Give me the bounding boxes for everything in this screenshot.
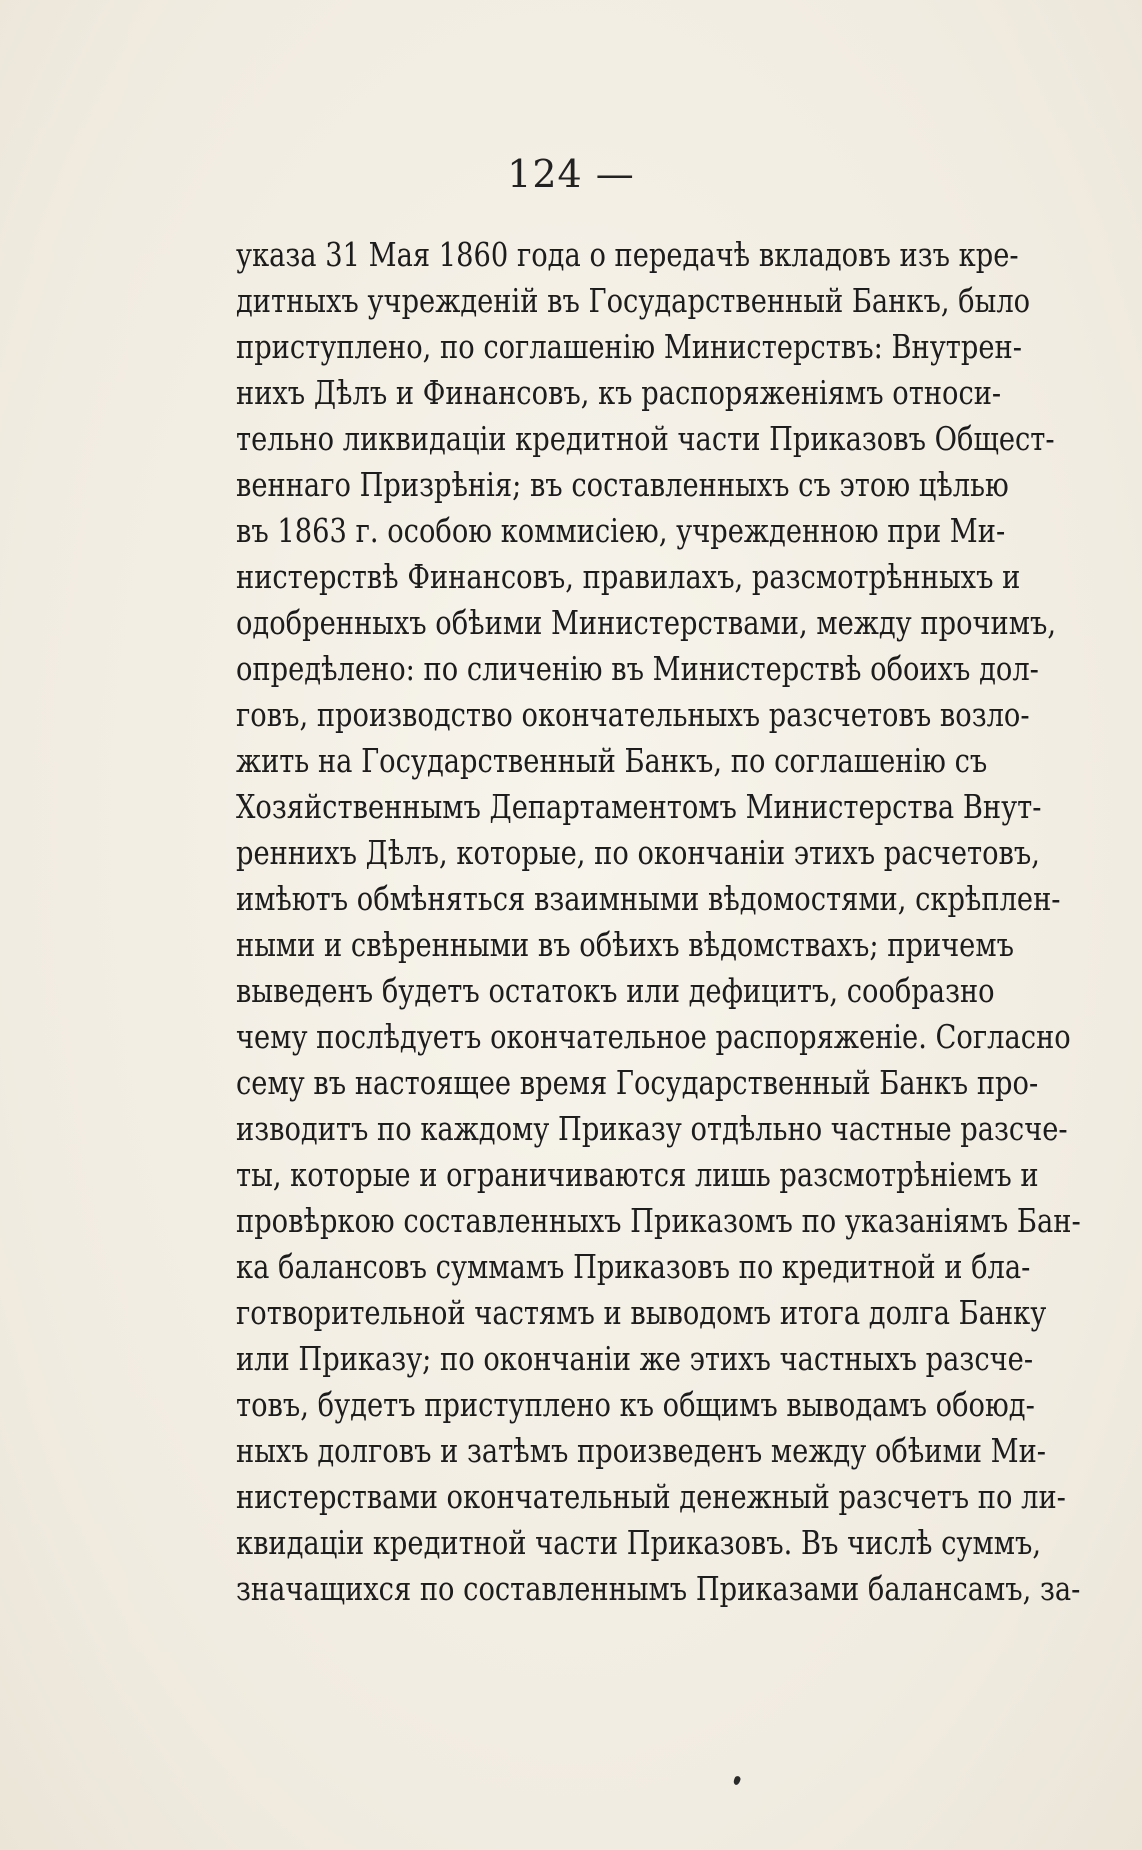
text-line: дитныхъ учрежденій въ Государственный Банкъ, было xyxy=(236,282,1031,320)
text-line: Хозяйственнымъ Департаментомъ Министерства Внут- xyxy=(236,788,1042,826)
text-line: изводитъ по каждому Приказу отдѣльно частные разсче- xyxy=(236,1110,1068,1148)
text-line: ка балансовъ суммамъ Приказовъ по кредитной и бла- xyxy=(236,1248,1031,1286)
text-line: говъ, производство окончательныхъ разсчетовъ возло- xyxy=(236,696,1030,734)
text-line: жить на Государственный Банкъ, по соглашенію съ xyxy=(236,742,988,780)
text-line: значащихся по составленнымъ Приказами балансамъ, за- xyxy=(236,1570,1081,1608)
text-line: опредѣлено: по сличенію въ Министерствѣ обоихъ дол- xyxy=(236,650,1039,688)
text-line: ныхъ долговъ и затѣмъ произведенъ между обѣими Ми- xyxy=(236,1432,1046,1470)
text-line: нистерствами окончательный денежный разсчетъ по ли- xyxy=(236,1478,1066,1516)
text-line: указа 31 Мая 1860 года о передачѣ вкладовъ изъ кре- xyxy=(236,236,1019,274)
ink-mark xyxy=(733,1775,742,1786)
text-line: сему въ настоящее время Государственный Банкъ про- xyxy=(236,1064,1039,1102)
text-line: тельно ликвидаціи кредитной части Приказовъ Общест- xyxy=(236,420,1055,458)
text-line: товъ, будетъ приступлено къ общимъ выводамъ обоюд- xyxy=(236,1386,1035,1424)
body-text xyxy=(236,232,1136,1612)
text-line: или Приказу; по окончаніи же этихъ частныхъ разсче- xyxy=(236,1340,1034,1378)
text-line: чему послѣдуетъ окончательное распоряженіе. Согласно xyxy=(236,1018,1071,1056)
text-line: выведенъ будетъ остатокъ или дефицитъ, сообразно xyxy=(236,972,995,1010)
page-number: 124 — xyxy=(507,152,635,196)
text-line: приступлено, по соглашенію Министерствъ: Внутрен- xyxy=(236,328,1022,366)
text-line: одобренныхъ обѣими Министерствами, между прочимъ, xyxy=(236,604,1057,642)
text-line: готворительной частямъ и выводомъ итога долга Банку xyxy=(236,1294,1047,1332)
text-line: ты, которые и ограничиваются лишь разсмотрѣніемъ и xyxy=(236,1156,1039,1194)
text-line: веннаго Призрѣнія; въ составленныхъ съ этою цѣлью xyxy=(236,466,1009,504)
text-line: ными и свѣренными въ обѣихъ вѣдомствахъ; причемъ xyxy=(236,926,1014,964)
text-line: квидаціи кредитной части Приказовъ. Въ числѣ суммъ, xyxy=(236,1524,1042,1562)
text-line: провѣркою составленныхъ Приказомъ по указаніямъ Бан- xyxy=(236,1202,1081,1240)
text-line: имѣютъ обмѣняться взаимными вѣдомостями, скрѣплен- xyxy=(236,880,1061,918)
text-line: реннихъ Дѣлъ, которые, по окончаніи этихъ расчетовъ, xyxy=(236,834,1040,872)
text-line: нихъ Дѣлъ и Финансовъ, къ распоряженіямъ относи- xyxy=(236,374,1002,412)
text-line: въ 1863 г. особою коммисіею, учрежденною при Ми- xyxy=(236,512,1006,550)
text-line: нистерствѣ Финансовъ, правилахъ, разсмотрѣнныхъ и xyxy=(236,558,1021,596)
